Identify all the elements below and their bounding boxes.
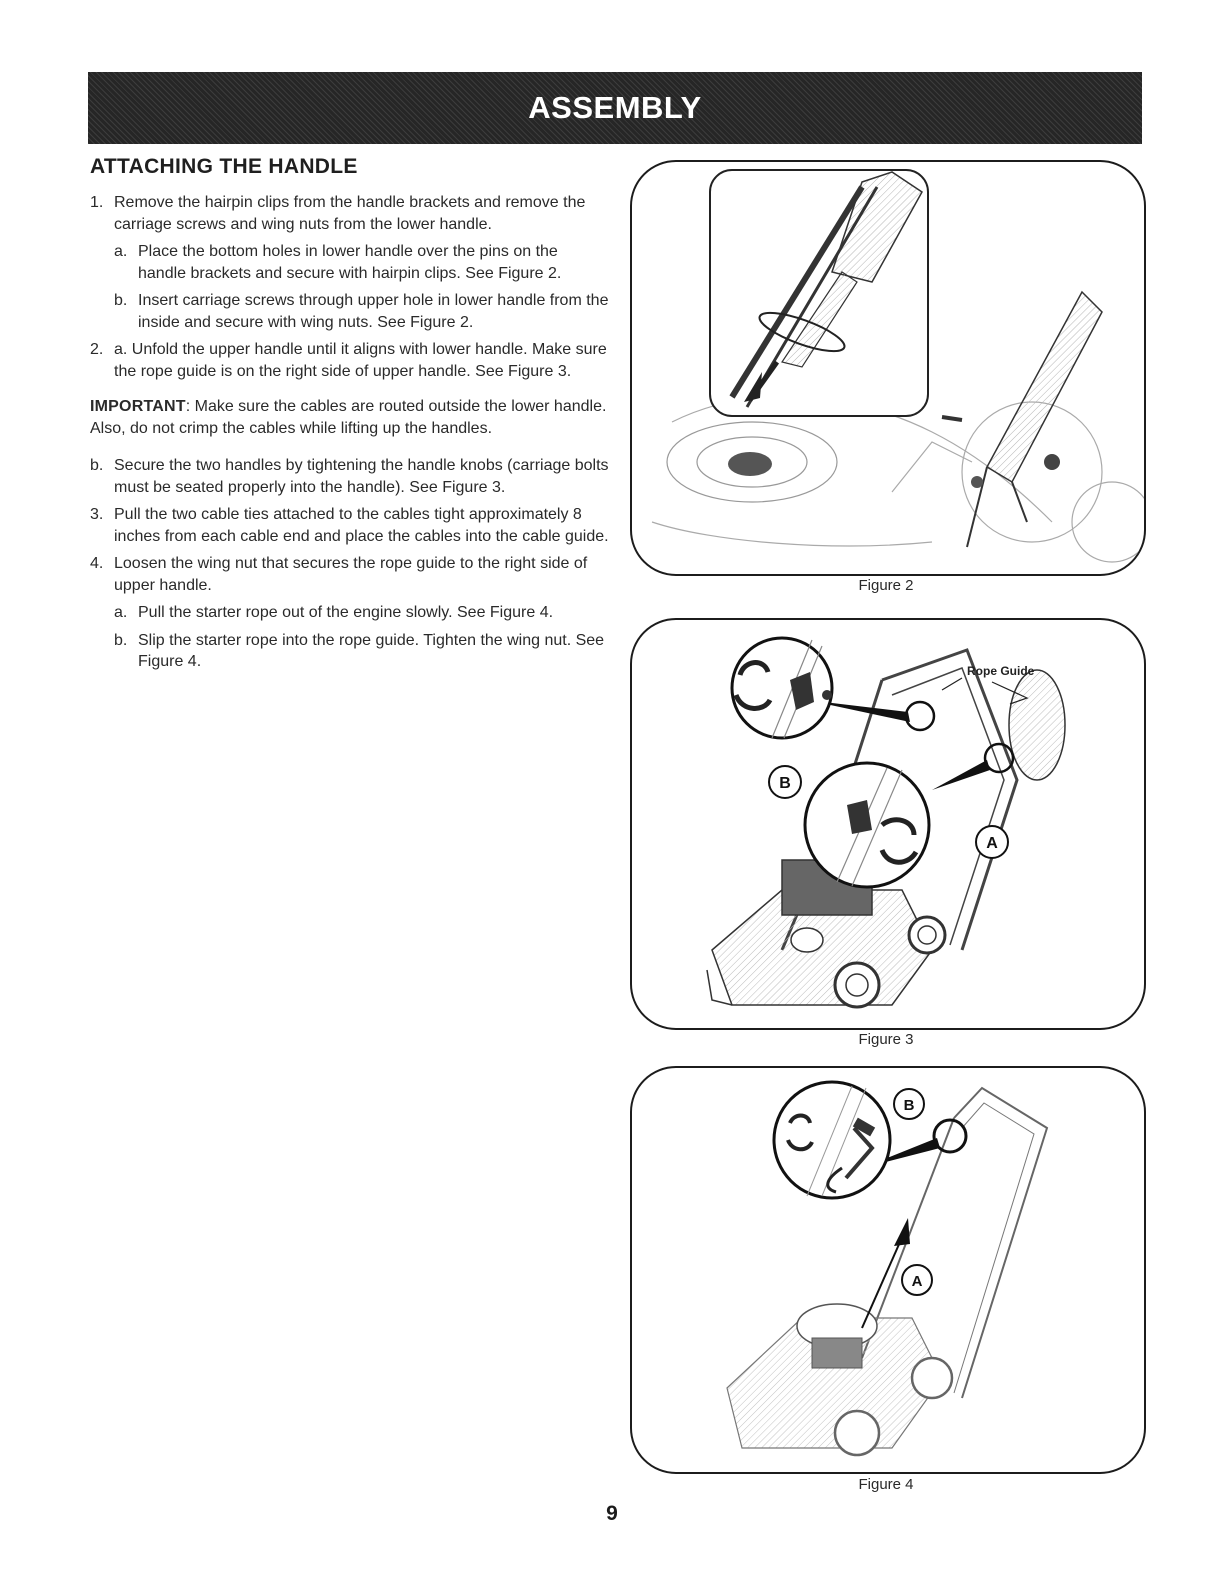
step-2b xyxy=(90,455,610,498)
step-marker: 3. xyxy=(90,506,104,523)
step-text: a. Unfold the upper handle until it aligns with lower handle. Make sure the rope guide is on the right side of upper handle. See Figure 3. xyxy=(114,341,607,380)
label-b: B xyxy=(903,1097,915,1114)
figure-4 xyxy=(630,1066,1146,1474)
step-4 xyxy=(90,553,610,596)
handle-bracket-illustration xyxy=(632,162,1144,574)
step-1 xyxy=(90,192,610,235)
step-2a xyxy=(90,339,610,382)
step-text: Remove the hairpin clips from the handle brackets and remove the carriage screws and wing nuts from the lower handle. xyxy=(114,194,586,233)
step-marker: b. xyxy=(114,631,128,649)
section-title: ATTACHING THE HANDLE xyxy=(90,155,358,178)
figure-2-caption: Figure 2 xyxy=(858,577,914,594)
handle-knob-illustration xyxy=(632,620,1144,1028)
page-number: 9 xyxy=(606,1502,618,1525)
figure-4-caption: Figure 4 xyxy=(858,1476,914,1493)
step-text: Loosen the wing nut that secures the rope guide to the right side of upper handle. xyxy=(114,555,588,594)
important-text: : Make sure the cables are routed outside the lower handle. Also, do not crimp the cables while lifting up the handles. xyxy=(90,398,607,437)
step-1b xyxy=(90,290,610,333)
step-marker: a. xyxy=(114,604,128,621)
step-text: Insert carriage screws through upper hole in lower handle from the inside and secure with wing nuts. See Figure 2. xyxy=(138,292,609,331)
figure-2 xyxy=(630,160,1146,576)
step-marker: 1. xyxy=(90,194,104,211)
step-marker: b. xyxy=(90,457,104,474)
step-text: Pull the starter rope out of the engine slowly. See Figure 4. xyxy=(138,604,554,621)
step-marker: a. xyxy=(114,243,128,260)
step-marker: 2. xyxy=(90,341,104,358)
step-4a xyxy=(90,602,610,624)
important-note xyxy=(90,396,610,439)
figure-3 xyxy=(630,618,1146,1030)
banner-title: ASSEMBLY xyxy=(528,90,702,125)
step-marker: 4. xyxy=(90,555,104,572)
rope-guide-illustration xyxy=(632,1068,1144,1472)
important-label: IMPORTANT xyxy=(90,398,186,415)
figure-3-caption: Figure 3 xyxy=(858,1031,914,1048)
step-3 xyxy=(90,504,610,547)
label-a: A xyxy=(911,1273,923,1290)
section-banner xyxy=(88,72,1142,144)
instructions xyxy=(90,192,610,679)
step-1a xyxy=(90,241,610,284)
label-a: A xyxy=(986,835,998,852)
step-text: Place the bottom holes in lower handle over the pins on the handle brackets and secure with hairpin clips. See Figure 2. xyxy=(138,243,562,282)
label-b: B xyxy=(779,775,791,792)
step-text: Slip the starter rope into the rope guide. Tighten the wing nut. See Figure 4. xyxy=(138,631,605,670)
step-text: Secure the two handles by tightening the handle knobs (carriage bolts must be seated properly into the handle). See Figure 3. xyxy=(114,457,609,496)
step-4b xyxy=(90,630,610,673)
step-text: Pull the two cable ties attached to the cables tight approximately 8 inches from each cable end and place the cables into the cable guide. xyxy=(114,506,609,545)
rope-guide-callout: Rope Guide xyxy=(967,664,1035,678)
step-marker: b. xyxy=(114,292,128,309)
